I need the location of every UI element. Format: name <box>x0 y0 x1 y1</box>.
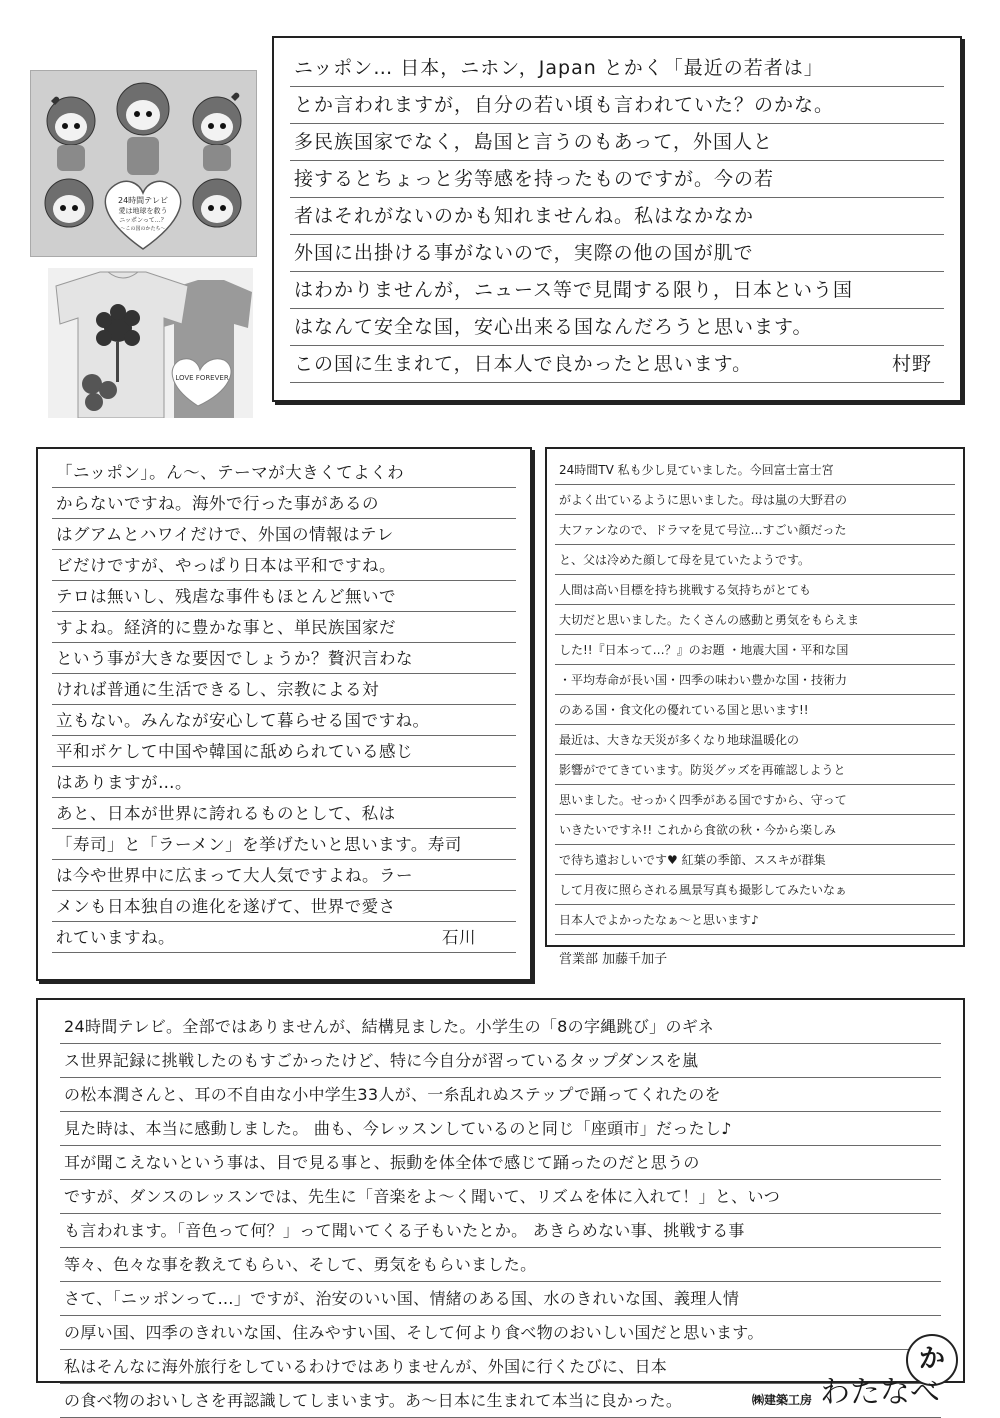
essay-lines <box>38 457 530 953</box>
essay-line: この国に生まれて，日本人で良かったと思います。 <box>294 353 753 375</box>
essay-line: れていますね。 <box>56 928 175 947</box>
essay-line: と、父は冷めた顔して母を見ていたようです。 <box>555 545 955 575</box>
author-signature: 営業部 加藤千加子 <box>559 952 668 967</box>
company-name: わたなべ <box>820 1375 940 1410</box>
essay-line: 「ニッポン」。ん〜、テーマが大きくてよくわ <box>52 457 516 488</box>
essay-line: メンも日本独自の進化を遂げて、世界で愛さ <box>52 891 516 922</box>
essay-box-kato <box>545 447 965 967</box>
tshirts-photo <box>48 268 253 418</box>
card-caption-small: 〜この国のかたち〜 <box>120 226 166 232</box>
essay-line: ニッポン… 日本，ニホン，Japan とかく「最近の若者は」 <box>290 50 944 87</box>
essay-line: 「寿司」と「ラーメン」を挙げたいと思います。寿司 <box>52 829 516 860</box>
essay-line: 日本人でよかったなぁ〜と思います♪ <box>555 905 955 935</box>
essay-lines <box>274 50 960 383</box>
essay-line: はありますが…。 <box>52 767 516 798</box>
card-caption-theme: ニッポンって…？ <box>119 217 167 224</box>
essay-line: 平和ボケして中国や韓国に舐められている感じ <box>52 736 516 767</box>
essay-line: 多民族国家でなく，島国と言うのもあって，外国人と <box>290 124 944 161</box>
essay-line: で待ち遠おしいです♥ 紅葉の季節、ススキが群集 <box>555 845 955 875</box>
essay-line: 立もない。みんなが安心して暮らせる国ですね。 <box>52 705 516 736</box>
essay-line: 等々、色々な事を教えてもらい、そして、勇気をもらいました。 <box>60 1248 941 1282</box>
company-footer <box>751 1375 940 1410</box>
essay-line: 見た時は、本当に感動しました。 曲も、今レッスンしているのと同じ「座頭市」だったし♪ <box>60 1112 941 1146</box>
essay-line: 最近は、大きな天災が多くなり地球温暖化の <box>555 725 955 755</box>
author-signature: 石川 <box>442 928 476 947</box>
essay-line: ・平均寿命が長い国・四季の味わい豊かな国・技術力 <box>555 665 955 695</box>
essay-line: はわかりませんが，ニュース等で見聞する限り，日本という国 <box>290 272 944 309</box>
charity-card-photo <box>30 70 257 257</box>
essay-line: はなんて安全な国，安心出来る国なんだろうと思います。 <box>290 309 944 346</box>
essay-line: 大ファンなので、ドラマを見て号泣…すごい顔だった <box>555 515 955 545</box>
essay-line: 24時間テレビ。全部ではありませんが、結構見ました。小学生の「8の字縄跳び」のギネ <box>60 1010 941 1044</box>
essay-line: の厚い国、四季のきれいな国、住みやすい国、そして何より食べ物のおいしい国だと思います。 <box>60 1316 941 1350</box>
essay-last-line <box>52 922 516 953</box>
company-prefix: ㈱建築工房 <box>751 1393 812 1407</box>
essay-line: の松本潤さんと、耳の不自由な小中学生33人が、一糸乱れぬステップで踊ってくれたのを <box>60 1078 941 1112</box>
essay-line: 耳が聞こえないという事は、目で見る事と、振動を体全体で感じて踊ったのだと思うの <box>60 1146 941 1180</box>
essay-line: すよね。経済的に豊かな事と、単民族国家だ <box>52 612 516 643</box>
essay-line: 外国に出掛ける事がないので，実際の他の国が肌で <box>290 235 944 272</box>
essay-line: のある国・食文化の優れている国と思います!! <box>555 695 955 725</box>
card-caption-sub: 愛は地球を救う <box>118 207 168 215</box>
essay-line: ス世界記録に挑戦したのもすごかったけど、特に今自分が習っているタップダンスを嵐 <box>60 1044 941 1078</box>
essay-line: ビだけですが、やっぱり日本は平和ですね。 <box>52 550 516 581</box>
essay-line: 24時間TV 私も少し見ていました。今回富士富士宮 <box>555 455 955 485</box>
essay-line: は今や世界中に広まって大人気ですよね。ラー <box>52 860 516 891</box>
author-initial-badge: か <box>906 1334 958 1386</box>
author-signature: 村野 <box>891 353 932 375</box>
essay-box-murano <box>272 36 962 402</box>
essay-line: いきたいですネ!! これから食欲の秋・今から楽しみ <box>555 815 955 845</box>
card-caption-title: 24時間テレビ <box>117 196 169 205</box>
essay-line: 人間は高い目標を持ち挑戦する気持ちがとても <box>555 575 955 605</box>
essay-line: 者はそれがないのかも知れませんね。私はなかなか <box>290 198 944 235</box>
essay-line: という事が大きな要因でしょうか？贅沢言わな <box>52 643 516 674</box>
tshirts-illustration <box>48 268 253 418</box>
essay-line: の食べ物のおいしさを再認識してしまいます。あ〜日本に生まれて本当に良かった。 <box>60 1384 941 1418</box>
essay-lines <box>547 455 963 975</box>
essay-line: ければ普通に生活できるし、宗教による対 <box>52 674 516 705</box>
essay-line: さて、「ニッポンって…」ですが、治安のいい国、情緒のある国、水のきれいな国、義理人情 <box>60 1282 941 1316</box>
essay-line: も言われます。「音色って何？」って聞いてくる子もいたとか。 あきらめない事、挑戦する事 <box>60 1214 941 1248</box>
essay-line: 大切だと思いました。たくさんの感動と勇気をもらえま <box>555 605 955 635</box>
essay-lines <box>38 1010 963 1418</box>
essay-line: 思いました。せっかく四季がある国ですから、守って <box>555 785 955 815</box>
essay-last-line <box>290 346 944 383</box>
characters-illustration <box>31 71 256 256</box>
essay-line: がよく出ているように思いました。母は嵐の大野君の <box>555 485 955 515</box>
essay-line: ですが、ダンスのレッスンでは、先生に「音楽をよ〜く聞いて、リズムを体に入れて！」と、いつ <box>60 1180 941 1214</box>
essay-line: した!!『日本って…？』のお題 ・地震大国・平和な国 <box>555 635 955 665</box>
essay-line: 接するとちょっと劣等感を持ったものですが。今の若 <box>290 161 944 198</box>
essay-line: はグアムとハワイだけで、外国の情報はテレ <box>52 519 516 550</box>
essay-line: とか言われますが，自分の若い頃も言われていた？のかな。 <box>290 87 944 124</box>
shirt-text: LOVE FOREVER <box>175 374 229 382</box>
essay-line: 影響がでてきています。防災グッズを再確認しようと <box>555 755 955 785</box>
essay-box-ishikawa <box>36 447 532 981</box>
essay-line: テロは無いし、残虐な事件もほとんど無いで <box>52 581 516 612</box>
essay-line: して月夜に照らされる風景写真も撮影してみたいなぁ <box>555 875 955 905</box>
essay-line: あと、日本が世界に誇れるものとして、私は <box>52 798 516 829</box>
essay-line: 私はそんなに海外旅行をしているわけではありませんが、外国に行くたびに、日本 <box>60 1350 941 1384</box>
essay-line: からないですね。海外で行った事があるの <box>52 488 516 519</box>
